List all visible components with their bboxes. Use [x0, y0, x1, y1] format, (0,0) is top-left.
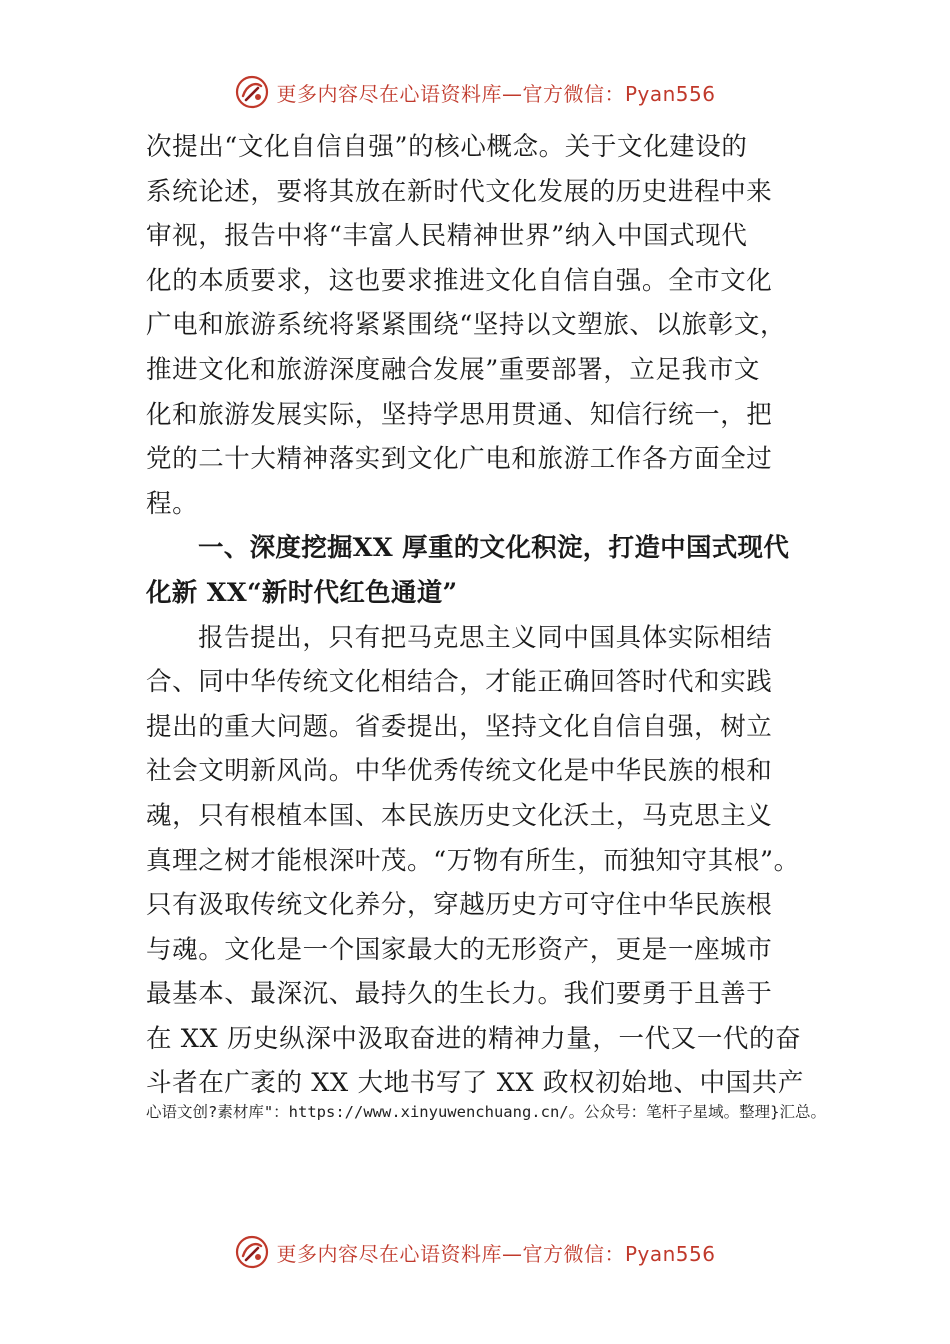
- banner-text: 更多内容尽在心语资料库—官方微信：Pyan556: [276, 1241, 716, 1266]
- text-line: 审视，报告中将“丰富人民精神世界”纳入中国式现代: [146, 221, 748, 252]
- text-line: 系统论述，要将其放在新时代文化发展的历史进程中来: [146, 176, 773, 207]
- text-line: 与魂。文化是一个国家最大的无形资产，更是一座城市: [146, 934, 773, 965]
- text-line: 次提出“文化自信自强”的核心概念。关于文化建设的: [146, 132, 748, 162]
- text-line: 报告提出，只有把马克思主义同中国具体实际相结: [198, 622, 773, 653]
- section-heading: 化新 XX“新时代红色通道”: [146, 577, 458, 608]
- footer-banner: [0, 1232, 950, 1272]
- text-line: 广电和旅游系统将紧紧围绕“坚持以文塑旅、以旅彰文，: [146, 310, 787, 341]
- text-line: 程。: [146, 488, 199, 519]
- text-line: 化和旅游发展实际，坚持学思用贯通、知信行统一，把: [146, 399, 773, 430]
- text-line: 化的本质要求，这也要求推进文化自信自强。全市文化: [146, 265, 773, 296]
- source-note: 心语文创?素材库"：https://www.xinyuwenchuang.cn/。公众号：笔杆子星域。整理}汇总。: [146, 1103, 826, 1121]
- text-line: 斗者在广袤的 XX 大地书写了 XX 政权初始地、中国共产: [146, 1068, 804, 1099]
- document-body: [146, 125, 810, 1106]
- text-line: 提出的重大问题。省委提出，坚持文化自信自强，树立: [146, 711, 773, 742]
- text-line: 真理之树才能根深叶茂。“万物有所生，而独知守其根”。: [146, 845, 800, 876]
- text-line: 魂，只有根植本国、本民族历史文化沃土，马克思主义: [146, 800, 773, 831]
- text-line: 只有汲取传统文化养分，穿越历史方可守住中华民族根: [146, 890, 773, 921]
- section-heading: 一、深度挖掘XX 厚重的文化积淀，打造中国式现代: [198, 533, 790, 564]
- text-line: 最基本、最深沉、最持久的生长力。我们要勇于且善于: [146, 979, 773, 1010]
- text-line: 推进文化和旅游深度融合发展”重要部署，立足我市文: [146, 354, 760, 385]
- logo-icon: [234, 1234, 270, 1270]
- logo-icon: [234, 74, 270, 110]
- text-line: 在 XX 历史纵深中汲取奋进的精神力量，一代又一代的奋: [146, 1023, 802, 1054]
- text-line: 党的二十大精神落实到文化广电和旅游工作各方面全过: [146, 444, 773, 475]
- banner-text: 更多内容尽在心语资料库—官方微信：Pyan556: [276, 81, 716, 106]
- text-line: 合、同中华传统文化相结合，才能正确回答时代和实践: [146, 667, 773, 698]
- header-banner: [0, 72, 950, 112]
- text-line: 社会文明新风尚。中华优秀传统文化是中华民族的根和: [146, 756, 773, 787]
